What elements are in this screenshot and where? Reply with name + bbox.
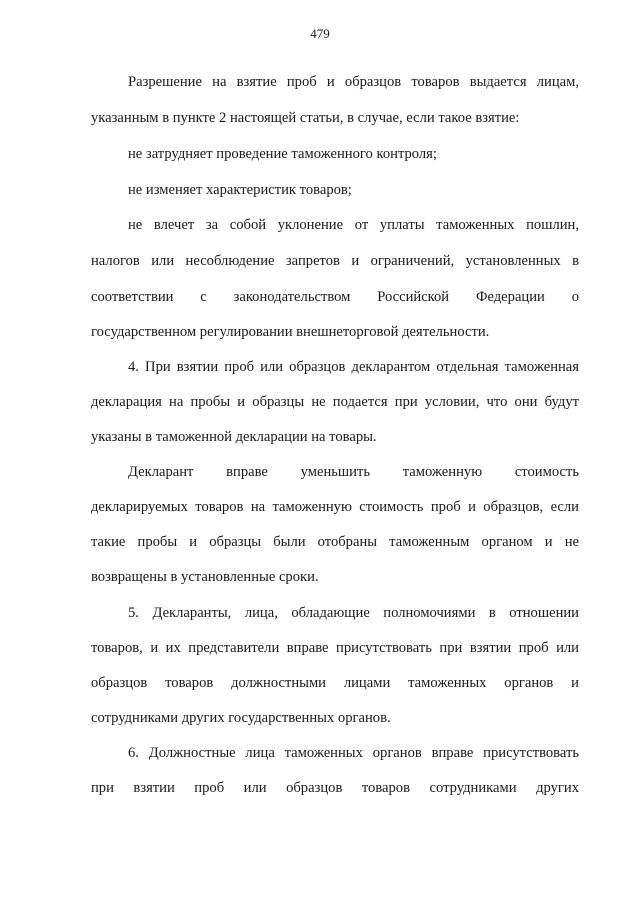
text-line: возвращены в установленные сроки. [91,569,319,585]
text-line: не затрудняет проведение таможенного контроля; [128,146,437,162]
text-line: Декларант вправе уменьшить таможенную стоимость [128,464,579,480]
text-line: декларация на пробы и образцы не подается при условии, что они будут [91,394,579,410]
text-line: Разрешение на взятие проб и образцов товаров выдается лицам, [128,74,579,90]
text-line: такие пробы и образцы были отобраны таможенным органом и не [91,534,579,550]
text-line: указаны в таможенной декларации на товары. [91,429,377,445]
text-line: государственном регулировании внешнеторговой деятельности. [91,324,490,340]
text-line: не изменяет характеристик товаров; [128,182,352,198]
page-number: 479 [310,26,330,41]
text-line: 4. При взятии проб или образцов декларантом отдельная таможенная [128,359,579,375]
text-line: 6. Должностные лица таможенных органов вправе присутствовать [128,745,579,761]
text-line: указанным в пункте 2 настоящей статьи, в случае, если такое взятие: [91,110,520,126]
text-line: образцов товаров должностными лицами таможенных органов и [91,675,579,691]
text-line: декларируемых товаров на таможенную стоимость проб и образцов, если [91,499,579,515]
text-line: товаров, и их представители вправе присутствовать при взятии проб или [91,640,579,656]
text-line: сотрудниками других государственных органов. [91,710,391,726]
text-line: налогов или несоблюдение запретов и ограничений, установленных в [91,253,579,269]
text-line: не влечет за собой уклонение от уплаты таможенных пошлин, [128,217,579,233]
text-line: при взятии проб или образцов товаров сотрудниками других [91,780,579,796]
text-line: 5. Декларанты, лица, обладающие полномочиями в отношении [128,605,579,621]
text-line: соответствии с законодательством Российской Федерации о [91,289,579,305]
